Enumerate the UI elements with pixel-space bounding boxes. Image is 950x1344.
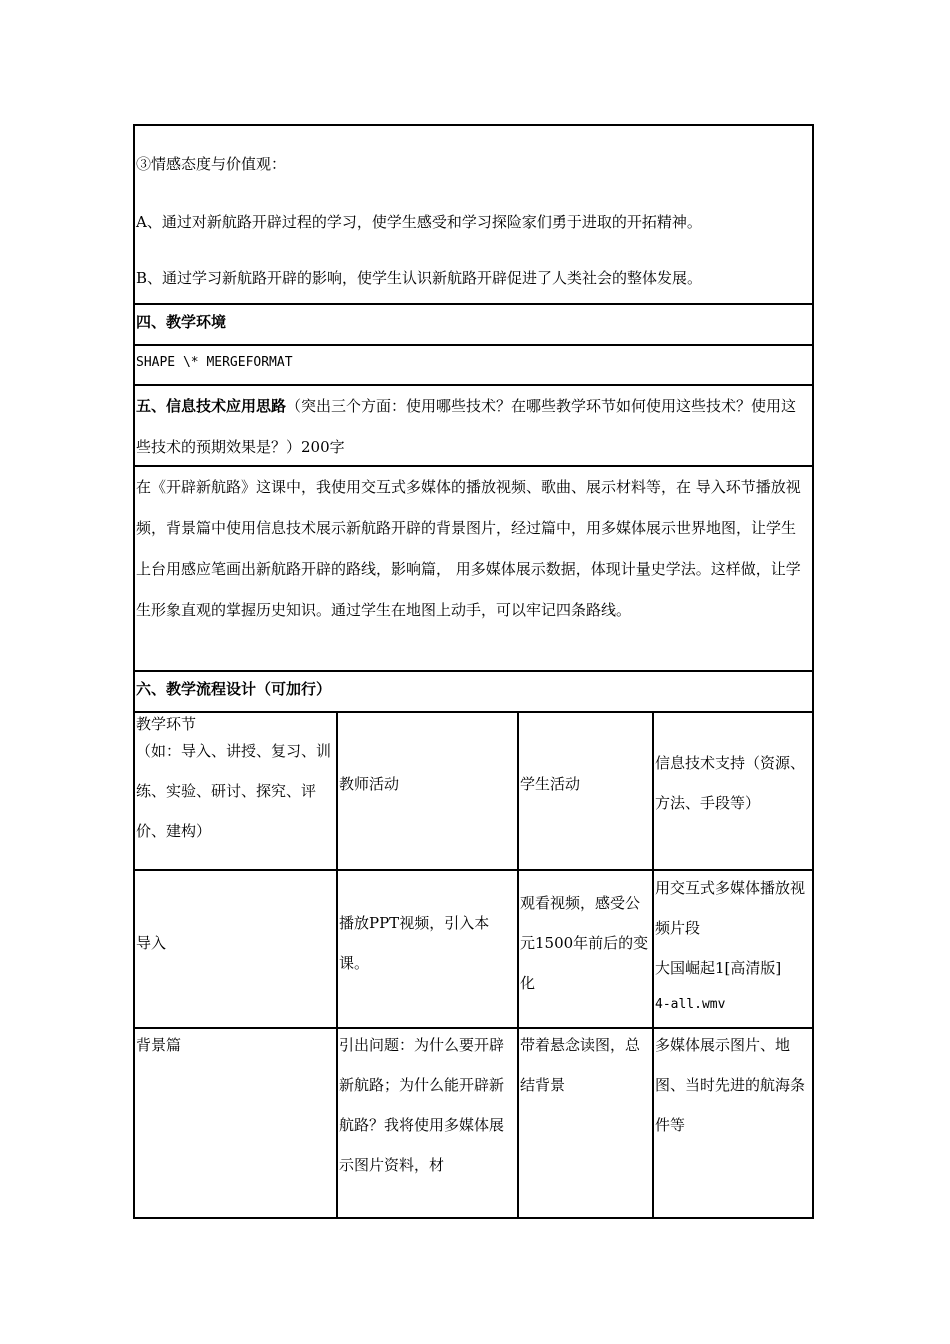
header-stage-note: （如：导入、讲授、复习、训练、实验、研讨、探究、评价、建构） bbox=[136, 742, 332, 840]
tech-support-line: 大国崛起1[高清版] bbox=[655, 959, 782, 977]
section-5-heading-note: （突出三个方面：使用哪些技术？在哪些教学环节如何使用这些技术？使用这些技术的预期效果是？）200字 bbox=[136, 397, 797, 456]
stage-label: 背景篇 bbox=[136, 1036, 182, 1054]
tech-support: 多媒体展示图片、地图、当时先进的航海条件等 bbox=[655, 1036, 806, 1134]
student-activity: 带着悬念读图，总结背景 bbox=[520, 1036, 641, 1094]
section-3-item-b: B、通过学习新航路开辟的影响，使学生认识新航路开辟促进了人类社会的整体发展。 bbox=[136, 269, 703, 287]
teacher-cell bbox=[336, 871, 517, 1027]
stage-cell bbox=[135, 1029, 336, 1217]
flow-table-header-row bbox=[135, 711, 812, 869]
header-teacher: 教师活动 bbox=[339, 775, 400, 793]
student-cell bbox=[517, 1029, 652, 1217]
header-stage-cell bbox=[135, 713, 336, 869]
section-6-heading: 六、教学流程设计（可加行） bbox=[136, 680, 332, 698]
section-4-heading-cell bbox=[135, 303, 812, 344]
header-student-cell bbox=[517, 713, 652, 869]
section-5-body: 在《开辟新航路》这课中，我使用交互式多媒体的播放视频、歌曲、展示材料等，在 导入环节播放视频，背景篇中使用信息技术展示新航路开辟的背景图片，经过篇中，用多媒体展示世界地图，让学生上台用感应笔画出新航路开辟的路线，影响篇， 用多媒体展示数据，体现计量史学法。这样做，让学生形象直观的掌握历史知识。通过学生在地图上动手，可以牢记四条路线。 bbox=[136, 478, 801, 619]
student-cell bbox=[517, 871, 652, 1027]
tech-cell bbox=[652, 1029, 812, 1217]
document-table bbox=[133, 124, 814, 1219]
section-6-heading-cell bbox=[135, 670, 812, 711]
teacher-cell bbox=[336, 1029, 517, 1217]
table-row bbox=[135, 869, 812, 1027]
stage-label: 导入 bbox=[136, 934, 167, 952]
student-activity: 观看视频，感受公元1500年前后的变化 bbox=[520, 894, 649, 992]
section-4-content-cell bbox=[135, 344, 812, 384]
section-5-heading bbox=[136, 386, 808, 468]
header-tech-cell bbox=[652, 713, 812, 869]
section-5-heading-title: 五、信息技术应用思路 bbox=[136, 397, 287, 415]
stage-cell bbox=[135, 871, 336, 1027]
header-teacher-cell bbox=[336, 713, 517, 869]
section-3-item-a: A、通过对新航路开辟过程的学习，使学生感受和学习探险家们勇于进取的开拓精神。 bbox=[136, 213, 702, 231]
header-stage-title: 教学环节 bbox=[136, 715, 197, 733]
tech-support-file: 4-all.wmv bbox=[655, 997, 726, 1012]
section-5-body-cell bbox=[135, 465, 812, 670]
tech-support-line: 用交互式多媒体播放视频片段 bbox=[655, 879, 806, 937]
section-3-heading: ③情感态度与价值观： bbox=[136, 155, 287, 173]
tech-support bbox=[655, 868, 810, 1022]
teacher-activity: 播放PPT视频，引入本课。 bbox=[339, 914, 490, 972]
table-row bbox=[135, 1027, 812, 1217]
section-5-heading-cell bbox=[135, 384, 812, 465]
tech-cell bbox=[652, 871, 812, 1027]
header-student: 学生活动 bbox=[520, 775, 581, 793]
section-4-heading: 四、教学环境 bbox=[136, 313, 227, 331]
section-3-cell bbox=[135, 126, 812, 303]
teacher-activity: 引出问题：为什么要开辟新航路；为什么能开辟新航路？我将使用多媒体展示图片资料，材 bbox=[339, 1036, 505, 1174]
header-tech: 信息技术支持（资源、方法、手段等） bbox=[655, 754, 806, 812]
section-4-content: SHAPE \* MERGEFORMAT bbox=[136, 355, 293, 370]
